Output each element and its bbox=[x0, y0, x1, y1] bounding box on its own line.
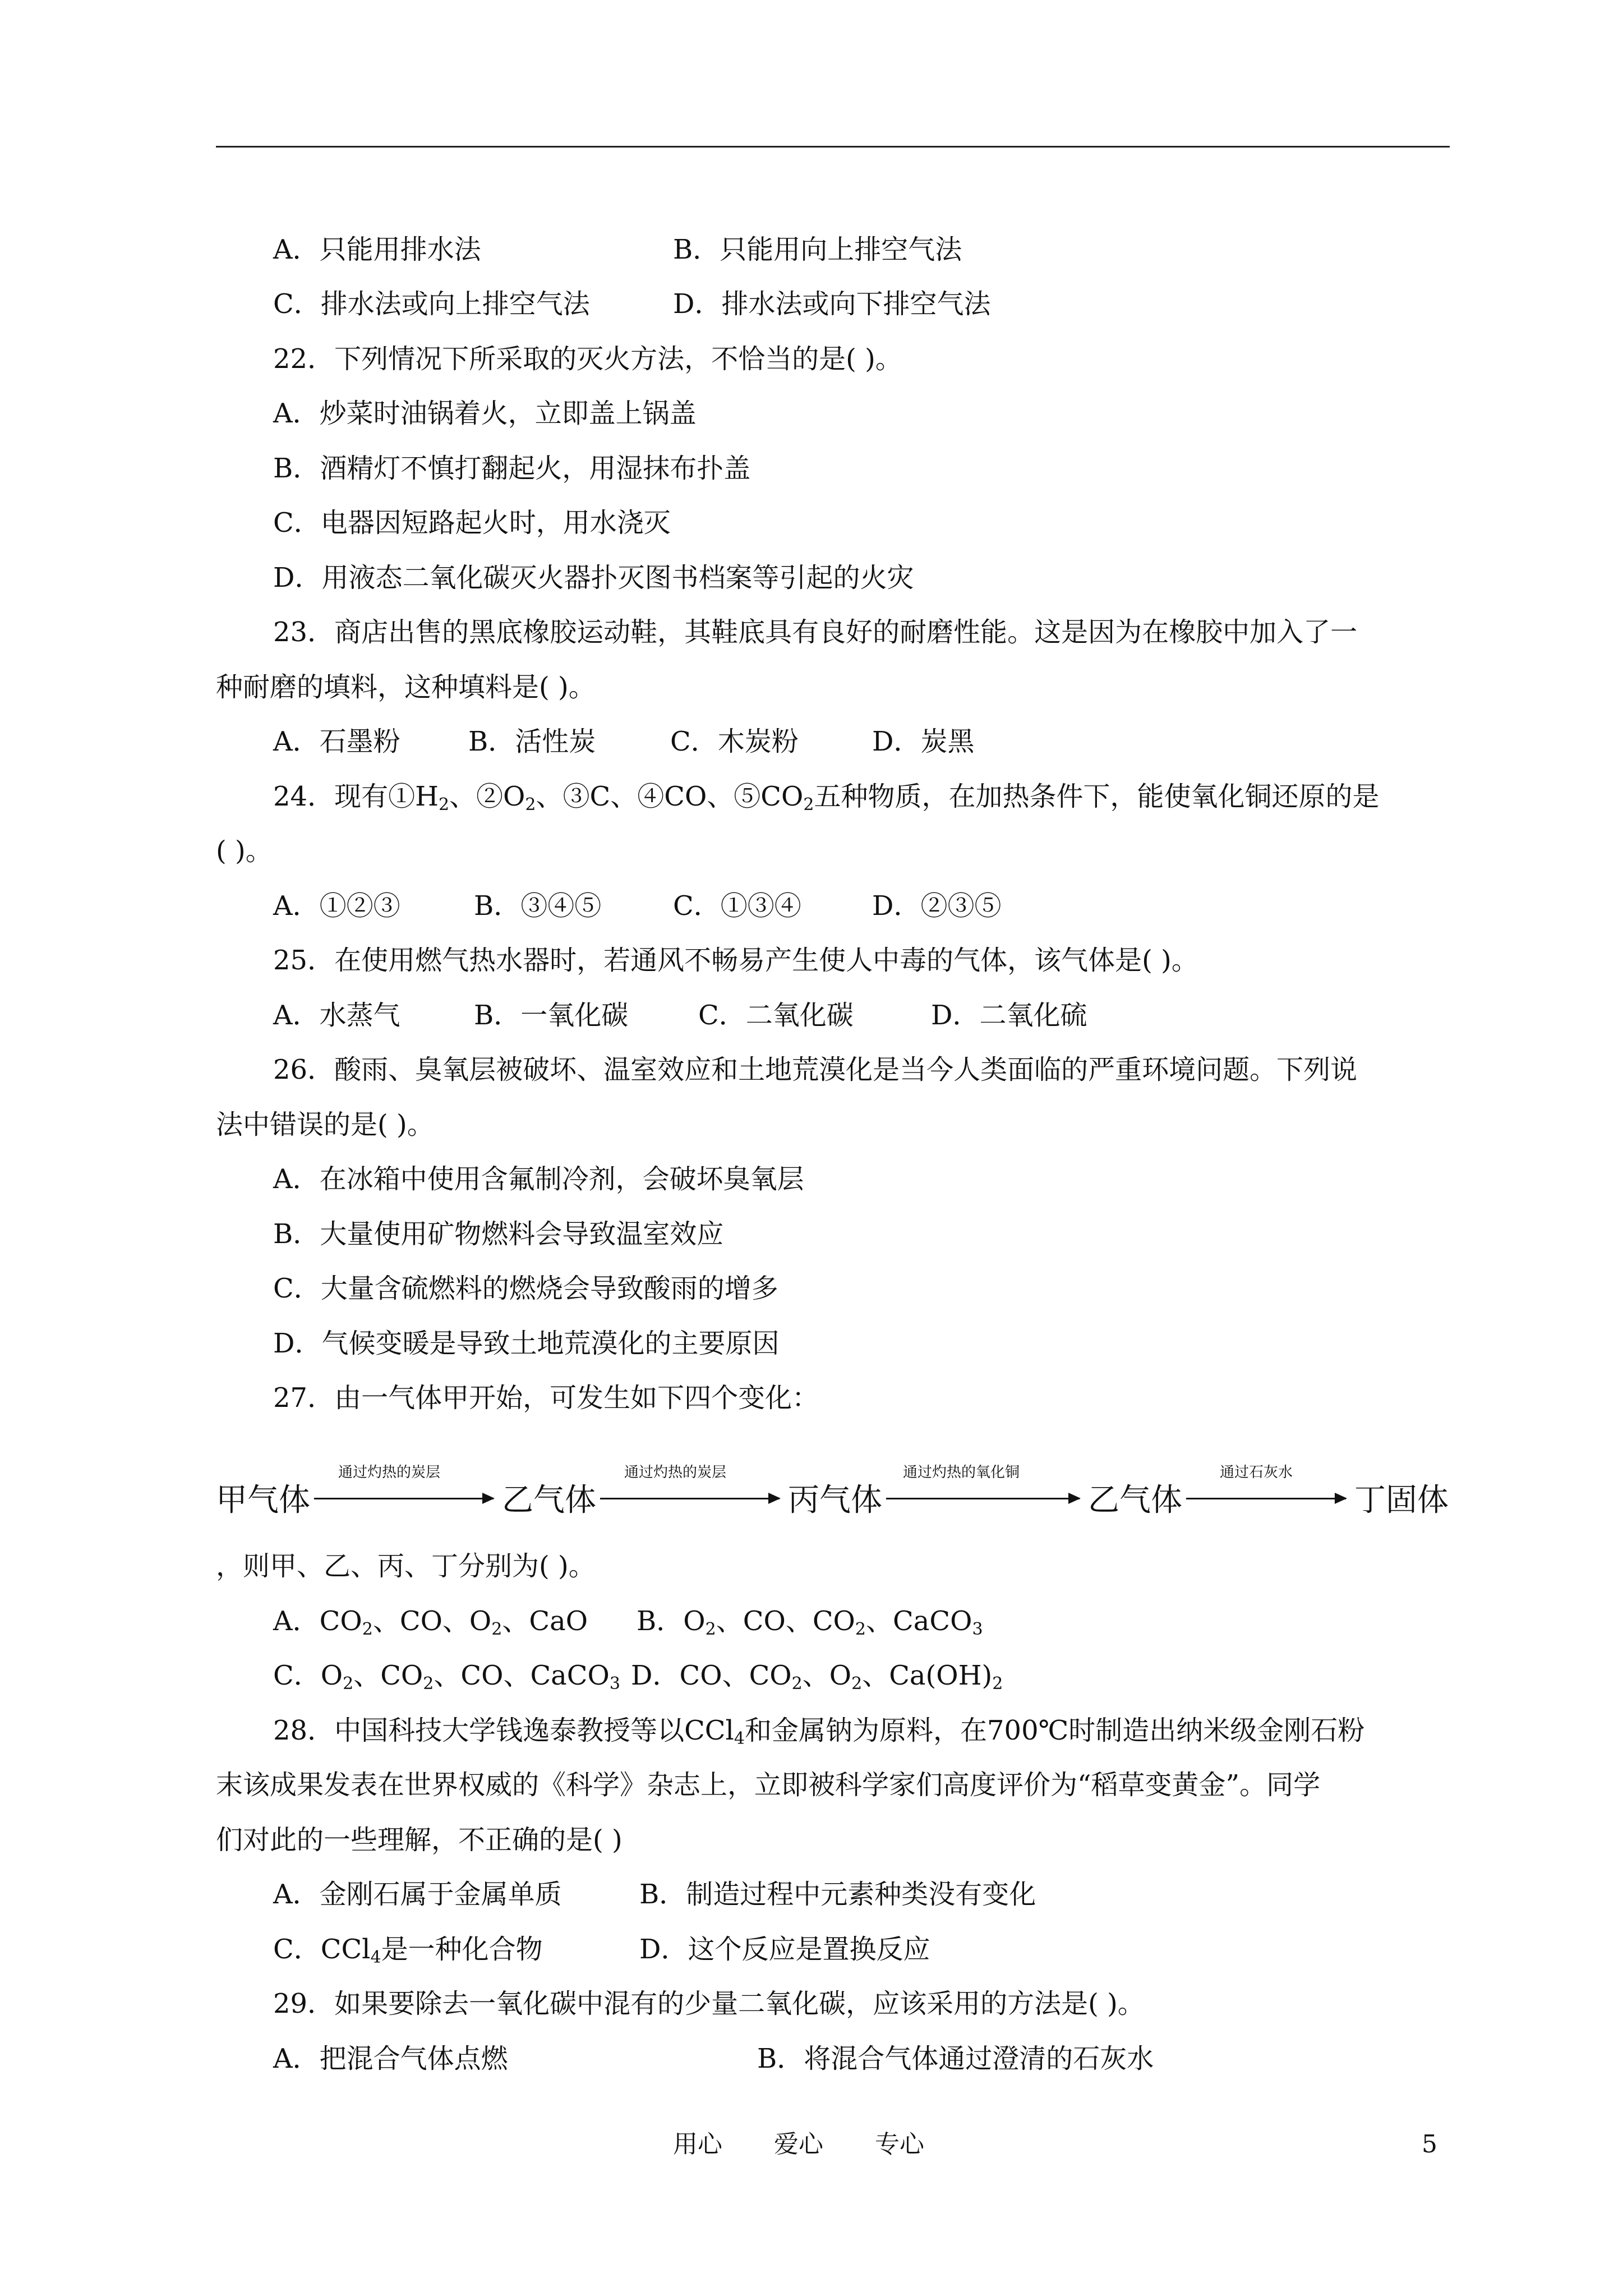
q28-stem-line2: 末该成果发表在世界权威的《科学》杂志上，立即被科学家们高度评价为“稻草变黄金”。同学 bbox=[216, 1769, 1321, 1801]
q23-option-d: D．炭黑 bbox=[872, 726, 975, 757]
q25-option-a: A．水蒸气 bbox=[273, 1000, 400, 1031]
q29-option-a: A．把混合气体点燃 bbox=[273, 2043, 508, 2074]
q24-stem-line1: 24．现有$①H_2$、$②O_2$、③C、④CO、$⑤CO_2$五种物质，在加热条件下，能使氧化铜还原的是 bbox=[273, 781, 1380, 815]
q28-stem-line3: 们对此的一些理解，不正确的是( ) bbox=[216, 1824, 623, 1856]
q29-stem: 29．如果要除去一氧化碳中混有的少量二氧化碳，应该采用的方法是( )。 bbox=[273, 1988, 1145, 2019]
q25-option-b: B．一氧化碳 bbox=[474, 1000, 629, 1031]
q23-option-b: B．活性炭 bbox=[468, 726, 596, 757]
q28-stem-line1: 28．中国科技大学钱逸泰教授等以CCl$_4$和金属钠为原料，在700℃时制造出纳米级金刚石粉 bbox=[273, 1715, 1365, 1749]
q27-option-b: B．$O_2$、CO、$CO_2$、CaCO$_3$ bbox=[637, 1605, 983, 1639]
q23-stem-line2: 种耐磨的填料，这种填料是( )。 bbox=[216, 671, 596, 703]
footer-motto-2: 爱心 bbox=[774, 2130, 823, 2159]
q24-stem-line2: ( )。 bbox=[216, 835, 273, 867]
q21-option-a: A．只能用排水法 bbox=[273, 234, 481, 265]
q28-option-a: A．金刚石属于金属单质 bbox=[273, 1879, 562, 1910]
page-number: 5 bbox=[1422, 2130, 1437, 2159]
q29-option-b: B．将混合气体通过澄清的石灰水 bbox=[757, 2043, 1154, 2074]
q27-option-a: A．$CO_2$、CO、$O_2$、CaO bbox=[273, 1605, 588, 1639]
flow-condition-4: 通过石灰水 bbox=[1220, 1464, 1293, 1481]
flow-arrow-3 bbox=[886, 1498, 1080, 1499]
q24-option-c: C．①③④ bbox=[673, 890, 801, 922]
header-rule bbox=[216, 146, 1450, 148]
q23-option-a: A．石墨粉 bbox=[273, 726, 400, 757]
q28-option-c: C．CCl$_4$是一种化合物 bbox=[273, 1934, 543, 1967]
q24-option-b: B．③④⑤ bbox=[474, 890, 602, 922]
q28-option-b: B．制造过程中元素种类没有变化 bbox=[639, 1879, 1036, 1910]
q26-option-c: C．大量含硫燃料的燃烧会导致酸雨的增多 bbox=[273, 1273, 778, 1304]
q25-option-c: C．二氧化碳 bbox=[698, 1000, 854, 1031]
flow-condition-1: 通过灼热的炭层 bbox=[338, 1464, 441, 1481]
q24-option-d: D．②③⑤ bbox=[872, 890, 1002, 922]
q22-option-c: C．电器因短路起火时，用水浇灭 bbox=[273, 507, 671, 539]
q22-option-d: D．用液态二氧化碳灭火器扑灭图书档案等引起的火灾 bbox=[273, 562, 914, 593]
q27-option-d: D．CO、$CO_2$、$O_2$、$Ca(OH)_2$ bbox=[631, 1660, 1003, 1694]
q26-option-d: D．气候变暖是导致土地荒漠化的主要原因 bbox=[273, 1328, 780, 1359]
flow-arrow-4 bbox=[1186, 1498, 1346, 1499]
q21-option-d: D．排水法或向下排空气法 bbox=[673, 288, 991, 320]
flow-condition-3: 通过灼热的氧化铜 bbox=[903, 1464, 1020, 1481]
flow-gas-yi: 乙气体 bbox=[502, 1482, 596, 1519]
q21-option-b: B．只能用向上排空气法 bbox=[673, 234, 962, 265]
footer-motto-3: 专心 bbox=[875, 2130, 924, 2159]
q25-option-d: D．二氧化硫 bbox=[931, 1000, 1087, 1031]
q22-option-b: B．酒精灯不慎打翻起火，用湿抹布扑盖 bbox=[273, 453, 751, 484]
q26-option-b: B．大量使用矿物燃料会导致温室效应 bbox=[273, 1218, 724, 1250]
q23-stem-line1: 23．商店出售的黑底橡胶运动鞋，其鞋底具有良好的耐磨性能。这是因为在橡胶中加入了一 bbox=[273, 616, 1358, 648]
q21-option-c: C．排水法或向上排空气法 bbox=[273, 288, 590, 320]
q22-stem: 22．下列情况下所采取的灭火方法，不恰当的是( )。 bbox=[273, 343, 902, 375]
q23-option-c: C．木炭粉 bbox=[670, 726, 799, 757]
flow-gas-yi-2: 乙气体 bbox=[1088, 1482, 1182, 1519]
flow-condition-2: 通过灼热的炭层 bbox=[624, 1464, 727, 1481]
flow-arrow-1 bbox=[314, 1498, 494, 1499]
q26-stem-line1: 26．酸雨、臭氧层被破坏、温室效应和土地荒漠化是当今人类面临的严重环境问题。下列说 bbox=[273, 1054, 1358, 1085]
flow-gas-jia: 甲气体 bbox=[216, 1482, 310, 1519]
footer-motto-1: 用心 bbox=[673, 2130, 722, 2159]
flow-arrow-2 bbox=[600, 1498, 780, 1499]
q27-stem: 27．由一气体甲开始，可发生如下四个变化： bbox=[273, 1382, 819, 1414]
q22-option-a: A．炒菜时油锅着火，立即盖上锅盖 bbox=[273, 398, 697, 429]
q24-option-a: A．①②③ bbox=[273, 890, 400, 922]
q26-option-a: A．在冰箱中使用含氟制冷剂，会破坏臭氧层 bbox=[273, 1163, 804, 1195]
flow-gas-ding: 丁固体 bbox=[1354, 1482, 1449, 1519]
q26-stem-line2: 法中错误的是( )。 bbox=[216, 1109, 434, 1140]
q28-option-d: D．这个反应是置换反应 bbox=[639, 1934, 930, 1965]
q27-option-c: C．$O_2$、$CO_2$、CO、CaCO$_3$ bbox=[273, 1660, 620, 1694]
q27-reaction-flow bbox=[216, 1464, 1455, 1531]
flow-gas-bing: 丙气体 bbox=[788, 1482, 882, 1519]
q25-stem: 25．在使用燃气热水器时，若通风不畅易产生使人中毒的气体，该气体是( )。 bbox=[273, 945, 1198, 976]
q27-stem-tail: ，则甲、乙、丙、丁分别为( )。 bbox=[216, 1550, 596, 1582]
